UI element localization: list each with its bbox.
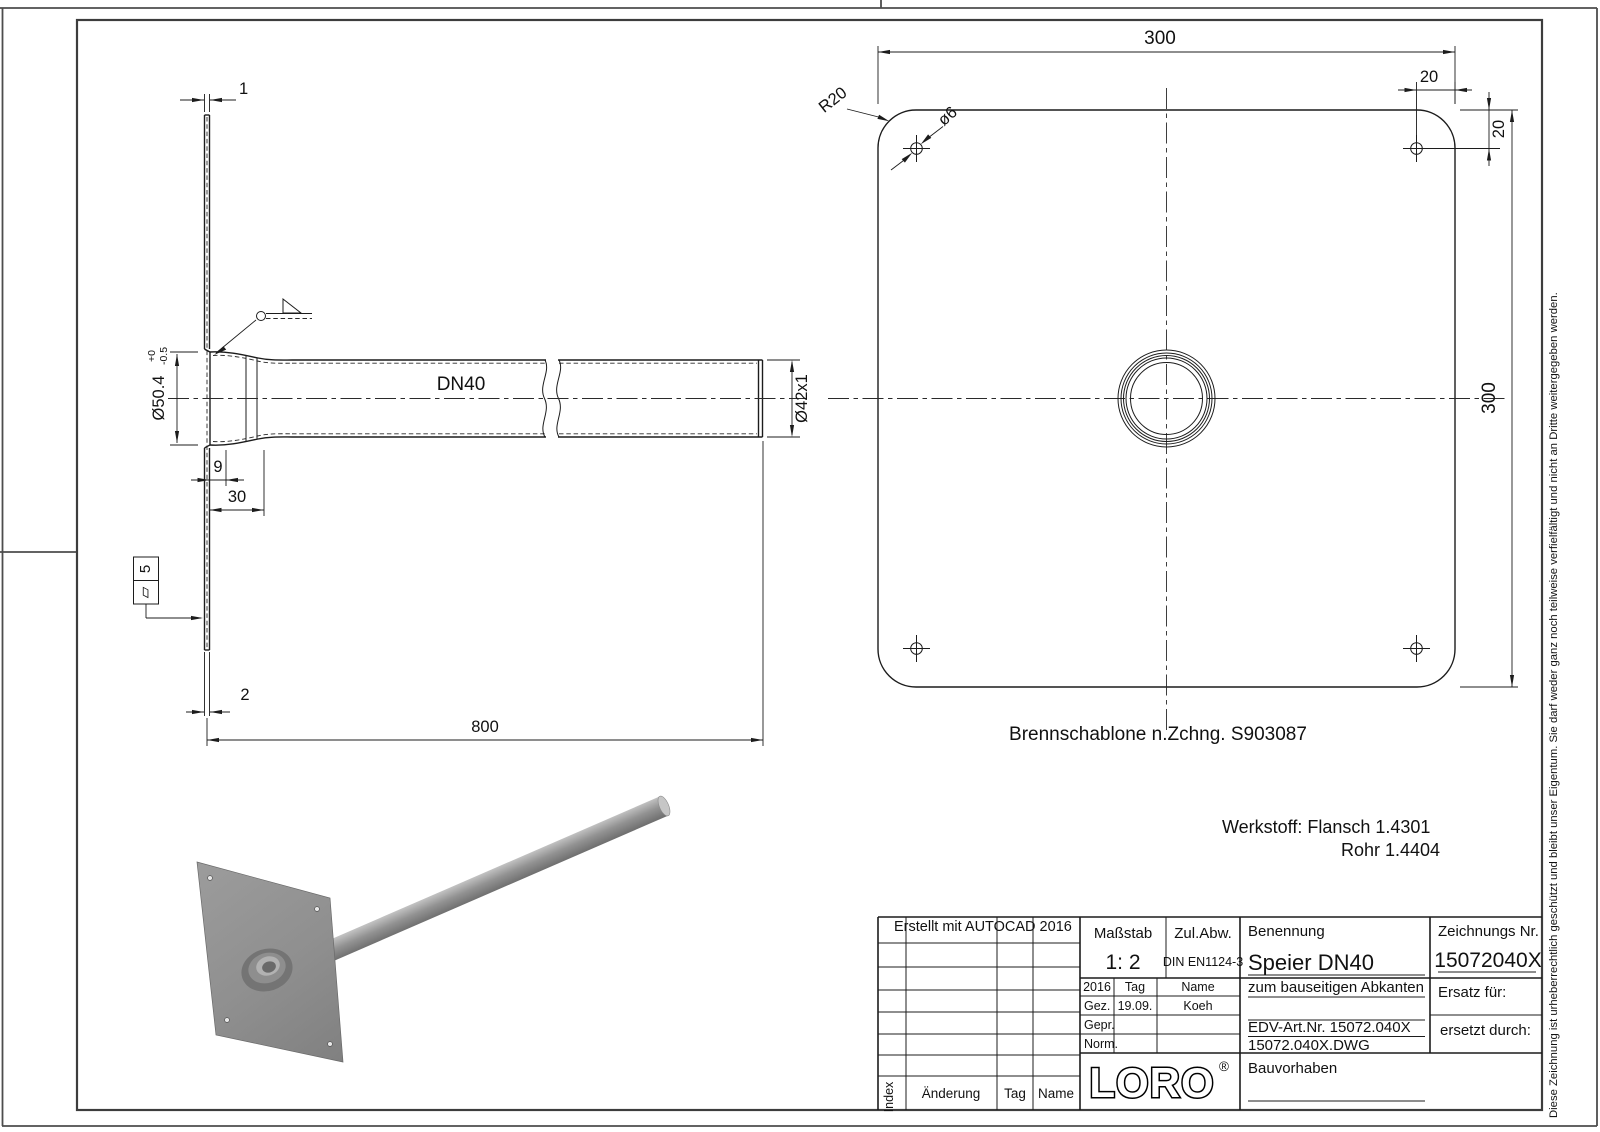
name-header: Name bbox=[1181, 980, 1215, 994]
gepr-label: Gepr. bbox=[1084, 1018, 1115, 1032]
benennung-value: Speier DN40 bbox=[1248, 950, 1374, 975]
norm-label: Norm. bbox=[1084, 1037, 1119, 1051]
dim-flange-thickness-label: 2 bbox=[240, 686, 250, 704]
copyright-vertical-text: Diese Zeichnung ist urheberrechtlich geschützt und bleibt unser Eigentum. Sie darf weder ganz noch teilweise verfielfältigt und nicht an Dritte weitergegeben werden. bbox=[1548, 292, 1560, 1118]
template-note: Brennschablone n.Zchng. S903087 bbox=[1009, 724, 1307, 745]
dim-width-top-label: 300 bbox=[1144, 28, 1176, 49]
dim-collar-offset-label: 9 bbox=[213, 458, 223, 476]
title-block bbox=[878, 917, 1542, 1112]
year-header: 2016 bbox=[1083, 980, 1111, 994]
dim-flange-edge-label: 1 bbox=[239, 80, 249, 98]
edv-art-nr: EDV-Art.Nr. 15072.040X bbox=[1248, 1019, 1411, 1036]
zeichnung-nr-label: Zeichnungs Nr. bbox=[1438, 923, 1539, 940]
masstab-value: 1: 2 bbox=[1105, 951, 1141, 974]
flatness-value: 5 bbox=[137, 564, 154, 574]
dim-collar-tol-upper: +0 bbox=[146, 350, 158, 362]
flatness-tolerance-frame bbox=[134, 557, 204, 620]
dim-collar-length-label: 30 bbox=[227, 488, 247, 506]
created-with-note: Erstellt mit AUTOCAD 2016 bbox=[894, 919, 1072, 935]
dwg-filename: 15072.040X.DWG bbox=[1248, 1037, 1370, 1054]
dim-pipe-length-label: 800 bbox=[471, 718, 499, 736]
aenderung-column-label: Änderung bbox=[921, 1086, 981, 1101]
benennung-note: zum bauseitigen Abkanten bbox=[1248, 979, 1424, 996]
flatness-symbol: ▱ bbox=[136, 586, 154, 599]
ersatz-fuer-label: Ersatz für: bbox=[1438, 984, 1507, 1001]
ersetzt-durch-label: ersetzt durch: bbox=[1440, 1022, 1531, 1039]
plan-view bbox=[815, 28, 1518, 745]
pipe-dn-label: DN40 bbox=[436, 374, 486, 395]
material-line2: Rohr 1.4404 bbox=[1341, 840, 1441, 860]
dim-height-right-label: 300 bbox=[1479, 382, 1500, 414]
name-column-label: Name bbox=[1037, 1086, 1075, 1101]
zulabw-label: Zul.Abw. bbox=[1174, 925, 1232, 942]
hole-dia-label: ø6 bbox=[934, 103, 961, 130]
gez-label: Gez. bbox=[1084, 999, 1111, 1013]
weld-symbol bbox=[214, 299, 312, 355]
material-note bbox=[1222, 817, 1440, 860]
bauvorhaben-label: Bauvorhaben bbox=[1248, 1060, 1338, 1077]
loro-logo bbox=[1089, 1059, 1229, 1106]
render-pipe bbox=[301, 796, 668, 971]
dim-collar-tol-lower: -0.5 bbox=[158, 346, 170, 366]
dim-pipe-dia-label: Ø42x1 bbox=[793, 374, 811, 423]
benennung-label: Benennung bbox=[1248, 923, 1325, 940]
dim-hole-offset-y-label: 20 bbox=[1490, 119, 1508, 139]
loro-logo-text: LORO bbox=[1089, 1059, 1215, 1106]
gez-date: 19.09. bbox=[1117, 999, 1153, 1013]
dim-hole-offset-x-label: 20 bbox=[1419, 68, 1439, 86]
index-column-label: Index bbox=[882, 1081, 896, 1113]
corner-radius-label: R20 bbox=[815, 83, 851, 117]
render-3d bbox=[197, 794, 672, 1062]
gez-name: Koeh bbox=[1183, 999, 1213, 1013]
registered-trademark-icon: ® bbox=[1219, 1059, 1229, 1074]
zeichnung-nr-value: 15072040X bbox=[1434, 949, 1542, 972]
tag-column-label: Tag bbox=[1004, 1086, 1026, 1101]
side-view bbox=[134, 80, 812, 746]
dim-collar-dia-label: Ø50.4 bbox=[150, 375, 168, 421]
tag-header: Tag bbox=[1124, 980, 1146, 994]
masstab-label: Maßstab bbox=[1093, 925, 1153, 942]
zulabw-value: DIN EN1124-3 bbox=[1162, 955, 1244, 969]
material-line1: Werkstoff: Flansch 1.4301 bbox=[1222, 817, 1431, 837]
